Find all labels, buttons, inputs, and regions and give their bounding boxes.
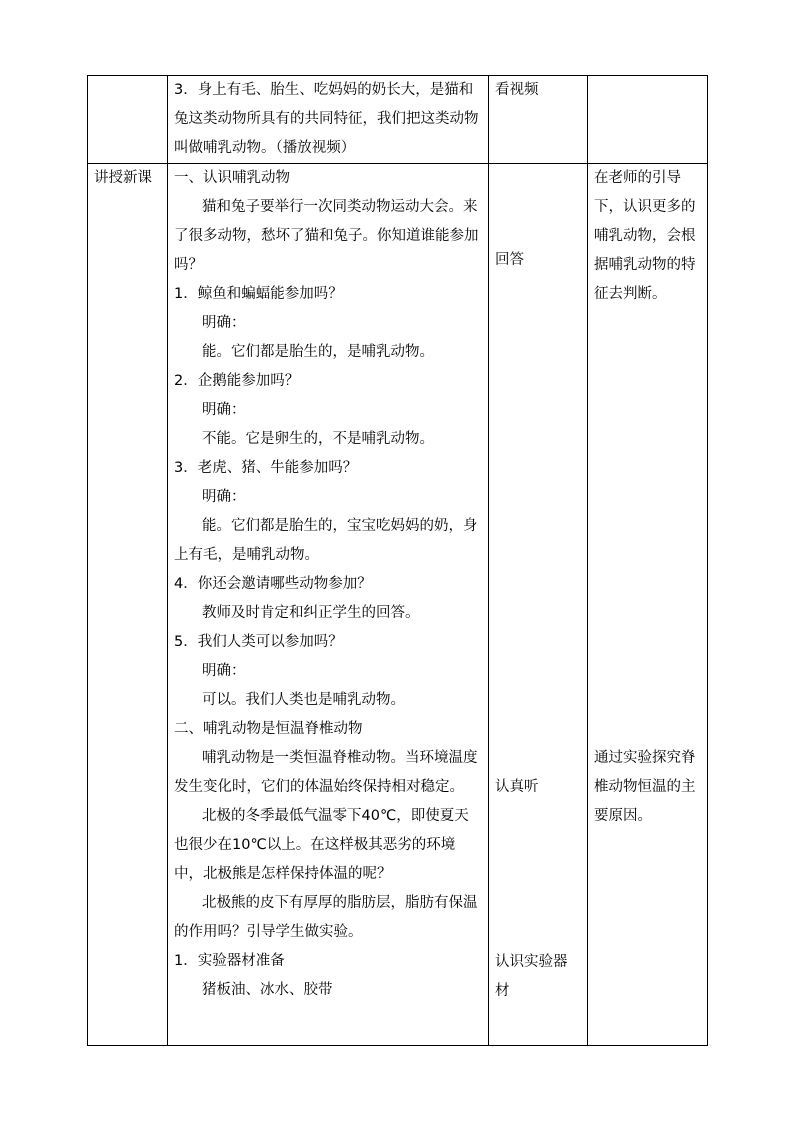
student-activity-answer: 回答 [495,252,524,268]
stage-label: 讲授新课 [94,170,152,186]
content-line: 猪板油、冰水、胶带 [202,982,333,998]
content-line: 不能。它是卵生的，不是哺乳动物。 [202,431,434,447]
content-line: 猫和兔子要举行一次同类动物运动大会。来了很多动物，愁坏了猫和兔子。你知道谁能参加吗？ [174,199,479,273]
content-cell [168,164,489,1046]
design-intent-b: 通过实验探究脊椎动物恒温的主要原因。 [594,750,696,824]
content-line: 1．鲸鱼和蝙蝠能参加吗？ [174,286,343,302]
content-line: 能。它们都是胎生的，是哺乳动物。 [202,344,434,360]
content-lines [174,164,482,1005]
content-line: 5．我们人类可以参加吗？ [174,634,343,650]
content-line: 1．实验器材准备 [174,953,285,969]
student-activity-cell [489,164,588,1046]
content-line: 北极熊的皮下有厚厚的脂肪层，脂肪有保温的作用吗？引导学生做实验。 [174,895,478,940]
content-line: 教师及时肯定和纠正学生的回答。 [202,605,420,621]
content-line: 可以。我们人类也是哺乳动物。 [202,692,405,708]
content-text: 3．身上有毛、胎生、吃妈妈的奶长大，是猫和兔这类动物所具有的共同特征，我们把这类动物叫做哺乳动物。（播放视频） [174,82,479,156]
student-activity-text: 看视频 [495,82,539,98]
content-line: 二、哺乳动物是恒温脊椎动物 [174,721,363,737]
content-line: 明确： [202,315,246,331]
content-line: 2．企鹅能参加吗？ [174,373,300,389]
content-line: 明确： [202,663,246,679]
content-line: 北极的冬季最低气温零下40℃，即使夏天也很少在10℃以上。在这样极其恶劣的环境中，北极熊是怎样保持体温的呢？ [174,808,469,882]
design-intent-a: 在老师的引导下，认识更多的哺乳动物，会根据哺乳动物的特征去判断。 [594,170,696,302]
student-activity-equipment: 认识实验器材 [495,954,568,999]
content-line: 明确： [202,489,246,505]
content-line: 哺乳动物是一类恒温脊椎动物。当环境温度发生变化时，它们的体温始终保持相对稳定。 [174,750,478,795]
content-cell [168,76,489,164]
design-intent-cell [588,76,708,164]
lesson-plan-table [87,75,708,1046]
table-row [88,164,708,1046]
content-line: 3．老虎、猪、牛能参加吗？ [174,460,358,476]
design-intent-cell [588,164,708,1046]
table-row [88,76,708,164]
stage-cell [88,164,168,1046]
content-line: 一、认识哺乳动物 [174,170,290,186]
content-line: 4．你还会邀请哪些动物参加？ [174,576,372,592]
student-activity-listen: 认真听 [495,779,539,795]
student-activity-cell [489,76,588,164]
stage-cell [88,76,168,164]
content-line: 能。它们都是胎生的，宝宝吃妈妈的奶，身上有毛，是哺乳动物。 [174,518,478,563]
content-line: 明确： [202,402,246,418]
